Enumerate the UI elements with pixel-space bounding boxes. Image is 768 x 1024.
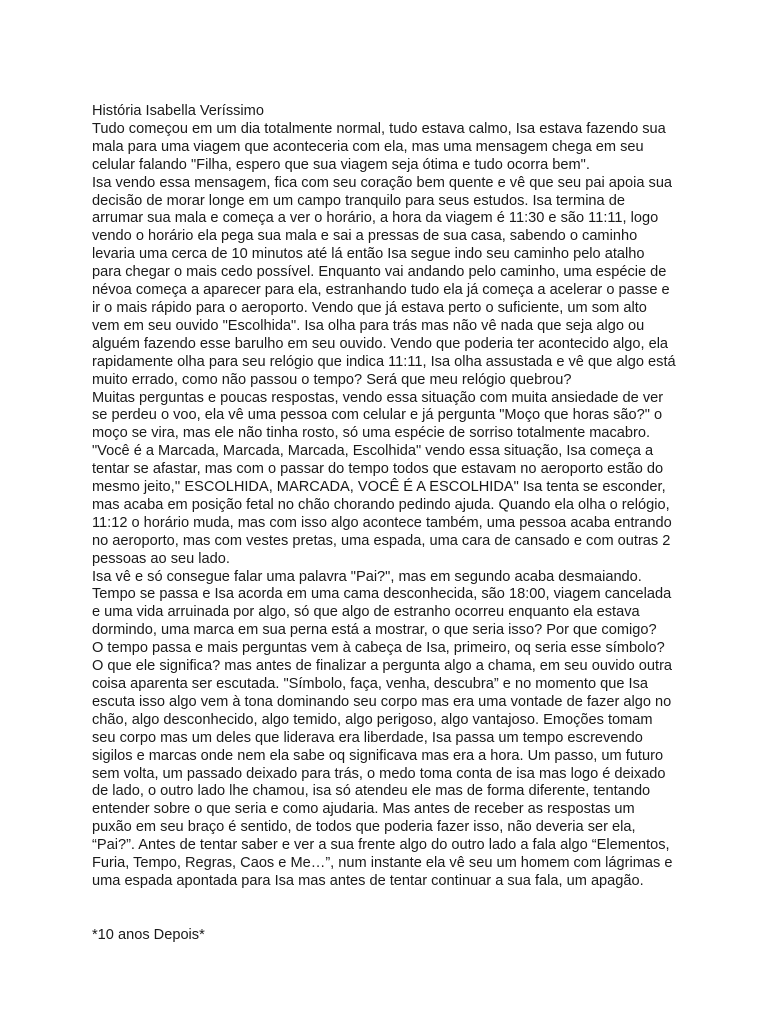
story-paragraph: Tudo começou em um dia totalmente normal, tudo estava calmo, Isa estava fazendo sua mala para uma viagem que aconteceria com ela, mas uma mensagem chega em seu celular falando "Filha, espero que sua viagem seja ótima e tudo ocorra bem". — [92, 120, 666, 173]
section-heading: *10 anos Depois* — [92, 926, 205, 943]
story-paragraph: "Você é a Marcada, Marcada, Marcada, Escolhida" vendo essa situação, Isa começa a tentar se afastar, mas com o passar do tempo todos que estavam no aeroporto estão do mesmo jeito,'' ESCOLHIDA, MARCADA, VOCÊ É A ESCOLHIDA" Isa tenta se esconder, mas acaba em posição fetal no chão chorando pedindo ajuda. Quando ela olha o relógio, 11:12 o horário muda, mas com isso algo acontece também, uma pessoa acaba entrando no aeroporto, mas com vestes pretas, uma espada, uma cara de cansado e com outras 2 pessoas ao seu lado. — [92, 443, 672, 567]
blank-lines — [92, 891, 676, 927]
document-title: História Isabella Veríssimo — [92, 103, 264, 119]
story-paragraph: O tempo passa e mais perguntas vem à cabeça de Isa, primeiro, oq seria esse símbolo? O que ele significa? mas antes de finalizar a pergunta algo a chama, em seu ouvido outra coisa aparenta ser escutada. "Símbolo, faça, venha, descubra” e no momento que Isa escuta isso algo vem à tona dominando seu corpo mas era uma vontade de fazer algo no chão, algo desconhecido, algo temido, algo perigoso, algo vantajoso. Emoções tomam seu corpo mas um deles que liderava era liberdade, Isa passa um tempo escrevendo sigilos e marcas onde nem ela sabe oq significava mas era a hora. Um passo, um futuro sem volta, um passado deixado para trás, o medo toma conta de isa mas logo é deixado de lado, o outro lado lhe chamou, isa só atendeu ele mas de forma diferente, tentando entender sobre o que seria e como ajudaria. Mas antes de receber as respostas um puxão em seu braço é sentido, de todos que poderia fazer isso, não deveria ser ela, “Pai?”. Antes de tentar saber e ver a sua frente algo do outro lado a fala algo “Elementos, Furia, Tempo, Regras, Caos e Me…”, num instante ela vê seu um homem com lágrimas e uma espada apontada para Isa mas antes de tentar continuar a sua fala, um apagão. — [92, 640, 673, 889]
story-paragraph: Muitas perguntas e poucas respostas, vendo essa situação com muita ansiedade de ver se perdeu o voo, ela vê uma pessoa com celular e já pergunta "Moço que horas são?" o moço se vira, mas ele não tinha rosto, só uma espécie de sorriso totalmente macabro. — [92, 389, 664, 442]
story-paragraph: Isa vê e só consegue falar uma palavra "Pai?", mas em segundo acaba desmaiando. Tempo se passa e Isa acorda em uma cama desconhecida, são 18:00, viagem cancelada e uma vida arruinada por algo, só que algo de estranho ocorreu enquanto ela estava dormindo, uma marca em sua perna está a mostrar, o que seria isso? Por que comigo? — [92, 568, 672, 639]
document-body — [92, 103, 676, 945]
story-paragraph: Isa vendo essa mensagem, fica com seu coração bem quente e vê que seu pai apoia sua decisão de morar longe em um campo tranquilo para seus estudos. Isa termina de arrumar sua mala e começa a ver o horário, a hora da viagem é 11:30 e são 11:11, logo vendo o horário ela pega sua mala e sai a pressas de sua casa, sabendo o caminho levaria uma cerca de 10 minutos até lá então Isa segue indo seu caminho pelo atalho para chegar o mais cedo possível. Enquanto vai andando pelo caminho, uma espécie de névoa começa a aparecer para ela, estranhando tudo ela já começa a acelerar o passe e ir o mais rápido para o aeroporto. Vendo que já estava perto o suficiente, um som alto vem em seu ouvido "Escolhida". Isa olha para trás mas não vê nada que seja algo ou alguém fazendo esse barulho em seu ouvido. Vendo que poderia ter acontecido algo, ela rapidamente olha para seu relógio que indica 11:11, Isa olha assustada e vê que algo está muito errado, como não passou o tempo? Será que meu relógio quebrou? — [92, 174, 676, 388]
